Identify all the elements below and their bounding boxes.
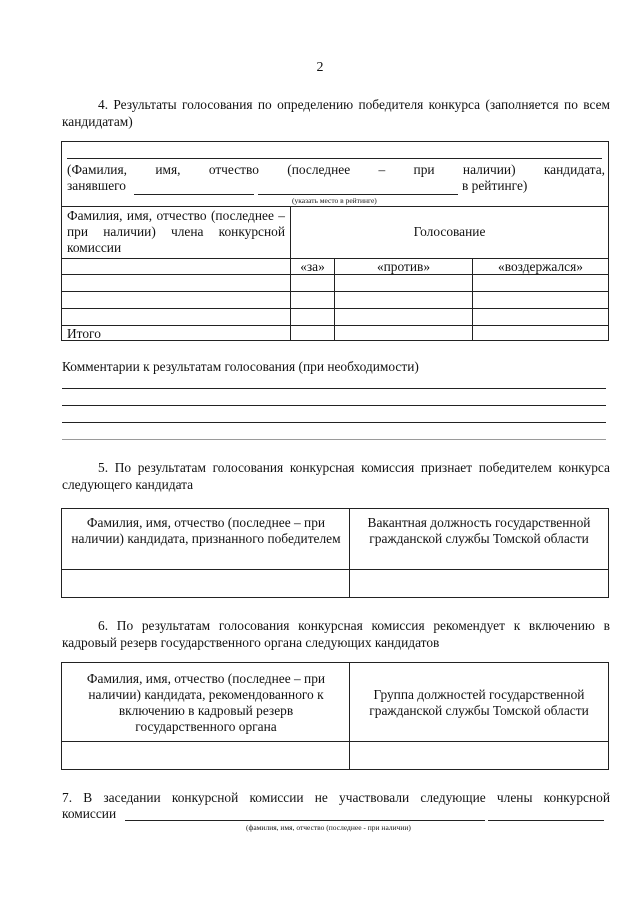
section6-text: 6. По результатам голосования конкурсная комиссия рекомендует к включению в кадровый резерв государственного органа следующих кандидатов <box>62 618 610 650</box>
voting-results-table <box>61 141 609 341</box>
comments-line-3[interactable] <box>62 422 606 423</box>
candidate-occupied-blank[interactable] <box>134 194 254 195</box>
candidate-caption-line2-end: в рейтинге) <box>462 178 528 193</box>
absent-members-blank[interactable] <box>125 820 485 821</box>
reserve-table <box>61 662 609 770</box>
winner-table <box>61 508 609 598</box>
voting-header: Голосование <box>413 224 486 239</box>
comments-label: Комментарии к результатам голосования (при необходимости) <box>62 359 419 374</box>
vote-abstain-header: «воздержался» <box>498 259 583 274</box>
section7-hint: (фамилия, имя, отчество (последнее - при наличии) <box>246 823 411 832</box>
candidate-name-line <box>67 158 602 159</box>
section4-heading: 4. Результаты голосования по определению победителя конкурса (заполняется по всем кандидатам) <box>62 97 610 129</box>
page-number: 2 <box>316 60 324 75</box>
rating-place-blank[interactable] <box>258 194 458 195</box>
total-label: Итого <box>67 326 101 341</box>
reserve-name-header: Фамилия, имя, отчество (последнее – при наличии) кандидата, рекомендованного к включению в кадровый резерв государственного органа <box>86 671 326 734</box>
winner-name-header: Фамилия, имя, отчество (последнее – при наличии) кандидата, признанного победителем <box>71 515 341 546</box>
section7-line2-start: комиссии <box>62 806 117 821</box>
vote-for-header: «за» <box>300 259 325 274</box>
comments-line-2[interactable] <box>62 405 606 406</box>
section7-line1: 7. В заседании конкурсной комиссии не участвовали следующие члены конкурсной <box>62 790 610 805</box>
section5-text: 5. По результатам голосования конкурсная комиссия признает победителем конкурса следующего кандидата <box>62 460 610 492</box>
vacant-position-header: Вакантная должность государственной гражданской службы Томской области <box>367 515 591 546</box>
candidate-caption-line1: (Фамилия, имя, отчество (последнее – при наличии) кандидата, <box>67 162 605 177</box>
comments-line-1[interactable] <box>62 388 606 389</box>
absent-members-blank-2[interactable] <box>488 820 604 821</box>
member-name-header: Фамилия, имя, отчество (последнее – при наличии) члена конкурсной комиссии <box>67 208 285 255</box>
rating-hint: (указать место в рейтинге) <box>292 196 377 205</box>
position-group-header: Группа должностей государственной гражданской службы Томской области <box>369 687 589 718</box>
vote-against-header: «против» <box>376 259 431 274</box>
candidate-caption-line2-start: занявшего <box>67 178 126 193</box>
comments-line-4[interactable] <box>62 439 606 440</box>
